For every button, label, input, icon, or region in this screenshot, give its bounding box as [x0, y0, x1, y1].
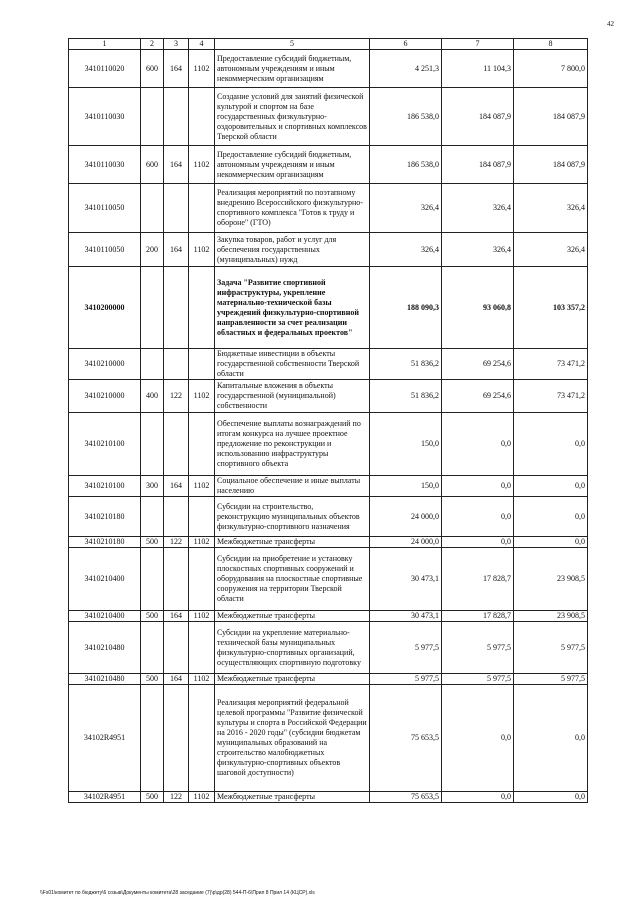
header-cell: 6	[370, 39, 442, 50]
row-value-col8: 0,0	[514, 792, 588, 803]
row-col3	[164, 497, 189, 537]
row-col4	[189, 267, 215, 349]
row-col3: 164	[164, 674, 189, 685]
table-row	[69, 50, 588, 88]
row-value-col8: 5 977,5	[514, 674, 588, 685]
row-code: 3410110050	[69, 184, 141, 233]
row-description: Межбюджетные трансферты	[215, 537, 370, 548]
row-col3	[164, 349, 189, 380]
row-value-col8: 23 908,5	[514, 611, 588, 622]
row-col3: 164	[164, 476, 189, 497]
row-code: 3410200000	[69, 267, 141, 349]
row-value-col6: 75 653,5	[370, 685, 442, 792]
row-value-col7: 184 087,9	[442, 146, 514, 184]
row-col2	[141, 685, 164, 792]
row-value-col8: 5 977,5	[514, 622, 588, 674]
row-col2	[141, 88, 164, 146]
row-code: 3410110030	[69, 88, 141, 146]
row-code: 3410210480	[69, 622, 141, 674]
row-value-col7: 184 087,9	[442, 88, 514, 146]
budget-table	[68, 38, 588, 803]
row-code: 3410210400	[69, 611, 141, 622]
table-row	[69, 349, 588, 380]
row-value-col7: 0,0	[442, 413, 514, 476]
row-col2	[141, 497, 164, 537]
row-value-col7: 326,4	[442, 233, 514, 267]
row-value-col6: 75 653,5	[370, 792, 442, 803]
table-row	[69, 146, 588, 184]
row-col4	[189, 184, 215, 233]
row-col2	[141, 267, 164, 349]
table-row	[69, 88, 588, 146]
table-body	[69, 50, 588, 803]
row-value-col8: 184 087,9	[514, 146, 588, 184]
table-row	[69, 267, 588, 349]
table-row	[69, 476, 588, 497]
table-row	[69, 380, 588, 413]
table-row	[69, 413, 588, 476]
row-value-col6: 4 251,3	[370, 50, 442, 88]
row-col4: 1102	[189, 537, 215, 548]
row-value-col6: 188 090,3	[370, 267, 442, 349]
row-value-col8: 0,0	[514, 476, 588, 497]
row-col3	[164, 548, 189, 611]
row-col3: 164	[164, 233, 189, 267]
row-value-col8: 23 908,5	[514, 548, 588, 611]
row-code: 3410110030	[69, 146, 141, 184]
row-col3	[164, 88, 189, 146]
row-value-col7: 0,0	[442, 792, 514, 803]
row-col4: 1102	[189, 611, 215, 622]
row-col2: 500	[141, 674, 164, 685]
row-value-col7: 326,4	[442, 184, 514, 233]
row-value-col6: 150,0	[370, 413, 442, 476]
row-code: 3410210000	[69, 349, 141, 380]
file-path-footer: \\Fs01\комитет по бюджету\6 созыв\Документы комитета\28 заседание (7)\р\др(28) 544-П-6\Прил 8 Прил 14 (КЦСР).xls	[40, 890, 315, 896]
row-value-col6: 24 000,0	[370, 497, 442, 537]
row-value-col8: 184 087,9	[514, 88, 588, 146]
row-code: 3410210480	[69, 674, 141, 685]
row-description: Реализация мероприятий федеральной целевой программы "Развитие физической культуры и спорта в Российской Федерации на 2016 - 2020 годы" (субсидии бюджетам муниципальных образований на строительство малобюджетных физкультурно-спортивных объектов шаговой доступности)	[215, 685, 370, 792]
row-col4: 1102	[189, 50, 215, 88]
row-col2	[141, 184, 164, 233]
row-code: 3410110050	[69, 233, 141, 267]
row-col3: 164	[164, 611, 189, 622]
row-value-col8: 73 471,2	[514, 349, 588, 380]
row-code: 3410210100	[69, 413, 141, 476]
row-code: 3410210180	[69, 497, 141, 537]
row-code: 3410210100	[69, 476, 141, 497]
table-row	[69, 792, 588, 803]
table-row	[69, 537, 588, 548]
row-col2	[141, 349, 164, 380]
header-cell: 4	[189, 39, 215, 50]
row-col3	[164, 184, 189, 233]
row-col3: 164	[164, 146, 189, 184]
header-cell: 5	[215, 39, 370, 50]
row-value-col8: 0,0	[514, 537, 588, 548]
row-value-col6: 326,4	[370, 233, 442, 267]
row-value-col7: 93 060,8	[442, 267, 514, 349]
row-description: Закупка товаров, работ и услуг для обеспечения государственных (муниципальных) нужд	[215, 233, 370, 267]
row-value-col6: 51 836,2	[370, 349, 442, 380]
row-description: Предоставление субсидий бюджетным, автономным учреждениям и иным некоммерческим организациям	[215, 50, 370, 88]
row-value-col8: 0,0	[514, 497, 588, 537]
row-col2: 500	[141, 611, 164, 622]
row-value-col7: 69 254,6	[442, 349, 514, 380]
row-value-col7: 11 104,3	[442, 50, 514, 88]
row-col3: 122	[164, 792, 189, 803]
row-description: Межбюджетные трансферты	[215, 674, 370, 685]
row-value-col8: 0,0	[514, 413, 588, 476]
row-description: Предоставление субсидий бюджетным, автономным учреждениям и иным некоммерческим организациям	[215, 146, 370, 184]
header-row	[69, 39, 588, 50]
row-col4: 1102	[189, 476, 215, 497]
table-row	[69, 685, 588, 792]
header-cell: 1	[69, 39, 141, 50]
table-row	[69, 233, 588, 267]
row-col2	[141, 413, 164, 476]
row-col3	[164, 267, 189, 349]
page-number: 42	[607, 20, 614, 28]
row-col4	[189, 88, 215, 146]
row-col2: 500	[141, 537, 164, 548]
row-col3: 164	[164, 50, 189, 88]
row-description: Капитальные вложения в объекты государственной (муниципальной) собственности	[215, 380, 370, 413]
row-description: Реализация мероприятий по поэтапному внедрению Всероссийского физкультурно-спортивного комплекса "Готов к труду и обороне" (ГТО)	[215, 184, 370, 233]
row-col4	[189, 497, 215, 537]
row-value-col6: 5 977,5	[370, 622, 442, 674]
row-code: 34102R4951	[69, 792, 141, 803]
table-row	[69, 622, 588, 674]
row-value-col6: 150,0	[370, 476, 442, 497]
row-col4: 1102	[189, 792, 215, 803]
row-col4	[189, 622, 215, 674]
row-description: Задача "Развитие спортивной инфраструктуры, укрепление материально-технической базы учреждений физкультурно-спортивной направленности за счет реализации областных и федеральных проектов"	[215, 267, 370, 349]
row-value-col7: 5 977,5	[442, 674, 514, 685]
row-col2: 200	[141, 233, 164, 267]
row-col3	[164, 685, 189, 792]
row-description: Субсидии на укрепление материально-технической базы муниципальных физкультурно-спортивных организаций, осуществляющих спортивную подготовку	[215, 622, 370, 674]
row-description: Обеспечение выплаты вознаграждений по итогам конкурса на лучшее проектное предложение по реконструкции и использованию инфраструктуры спортивного объекта	[215, 413, 370, 476]
row-description: Бюджетные инвестиции в объекты государственной собственности Тверской области	[215, 349, 370, 380]
row-value-col6: 186 538,0	[370, 88, 442, 146]
row-code: 34102R4951	[69, 685, 141, 792]
row-col4: 1102	[189, 674, 215, 685]
row-value-col8: 326,4	[514, 184, 588, 233]
row-value-col8: 0,0	[514, 685, 588, 792]
row-value-col8: 73 471,2	[514, 380, 588, 413]
row-col3: 122	[164, 380, 189, 413]
row-col4	[189, 548, 215, 611]
row-col4: 1102	[189, 146, 215, 184]
row-value-col6: 186 538,0	[370, 146, 442, 184]
header-cell: 8	[514, 39, 588, 50]
row-value-col8: 103 357,2	[514, 267, 588, 349]
row-col2: 400	[141, 380, 164, 413]
row-description: Межбюджетные трансферты	[215, 792, 370, 803]
header-cell: 3	[164, 39, 189, 50]
row-col2: 300	[141, 476, 164, 497]
row-value-col6: 326,4	[370, 184, 442, 233]
row-value-col6: 24 000,0	[370, 537, 442, 548]
row-description: Межбюджетные трансферты	[215, 611, 370, 622]
row-code: 3410210400	[69, 548, 141, 611]
row-value-col8: 326,4	[514, 233, 588, 267]
row-value-col7: 0,0	[442, 476, 514, 497]
row-value-col7: 0,0	[442, 497, 514, 537]
row-col3: 122	[164, 537, 189, 548]
table-row	[69, 674, 588, 685]
table-row	[69, 184, 588, 233]
row-value-col6: 30 473,1	[370, 611, 442, 622]
row-value-col7: 17 828,7	[442, 611, 514, 622]
table-row	[69, 497, 588, 537]
row-col3	[164, 622, 189, 674]
row-col2	[141, 622, 164, 674]
row-value-col6: 30 473,1	[370, 548, 442, 611]
table-row	[69, 611, 588, 622]
row-col4: 1102	[189, 233, 215, 267]
row-col4	[189, 685, 215, 792]
row-col4	[189, 349, 215, 380]
row-value-col6: 51 836,2	[370, 380, 442, 413]
row-description: Субсидии на строительство, реконструкцию муниципальных объектов физкультурно-спортивного назначения	[215, 497, 370, 537]
row-code: 3410210180	[69, 537, 141, 548]
row-value-col8: 7 800,0	[514, 50, 588, 88]
table-row	[69, 548, 588, 611]
row-value-col7: 5 977,5	[442, 622, 514, 674]
row-col2	[141, 548, 164, 611]
row-value-col7: 69 254,6	[442, 380, 514, 413]
row-code: 3410210000	[69, 380, 141, 413]
row-col4: 1102	[189, 380, 215, 413]
row-description: Субсидии на приобретение и установку плоскостных спортивных сооружений и оборудования на плоскостные спортивные сооружения на территории Тверской области	[215, 548, 370, 611]
row-col2: 600	[141, 146, 164, 184]
row-description: Социальное обеспечение и иные выплаты населению	[215, 476, 370, 497]
row-col4	[189, 413, 215, 476]
row-col2: 500	[141, 792, 164, 803]
row-description: Создание условий для занятий физической культурой и спортом на базе государственных физкультурно-оздоровительных и спортивных комплексов Тверской области	[215, 88, 370, 146]
header-cell: 7	[442, 39, 514, 50]
row-value-col7: 17 828,7	[442, 548, 514, 611]
row-col3	[164, 413, 189, 476]
row-col2: 600	[141, 50, 164, 88]
header-cell: 2	[141, 39, 164, 50]
row-value-col7: 0,0	[442, 537, 514, 548]
row-code: 3410110020	[69, 50, 141, 88]
row-value-col6: 5 977,5	[370, 674, 442, 685]
row-value-col7: 0,0	[442, 685, 514, 792]
